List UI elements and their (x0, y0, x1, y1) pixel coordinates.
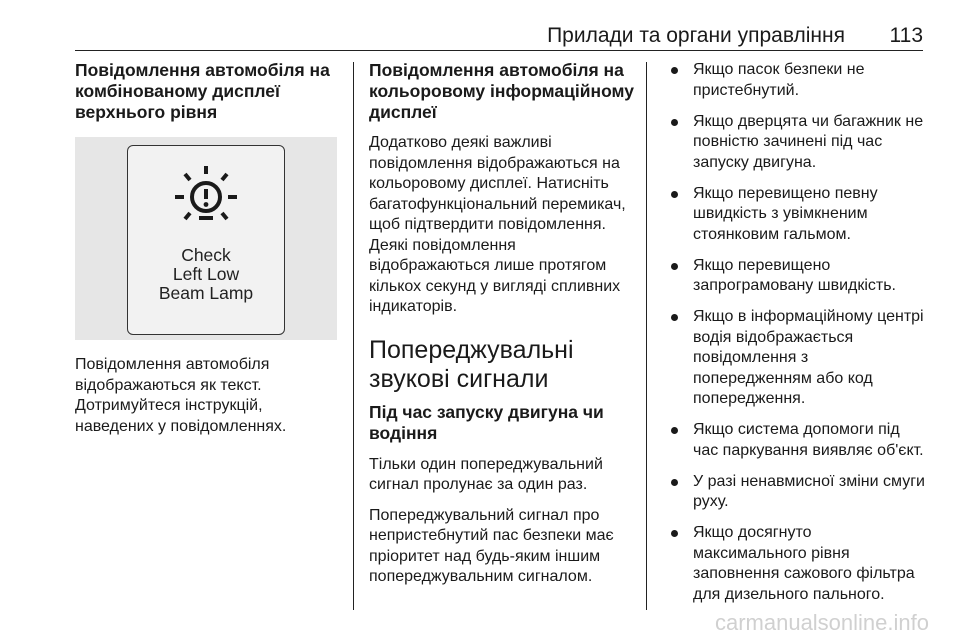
header-title: Прилади та органи управління (547, 24, 845, 47)
list-item: Якщо пасок безпеки не пристебнутий. (667, 60, 929, 101)
list-item: Якщо в інформаційному центрі водія відображається повідомлення з попередженням або код попередження. (667, 307, 929, 410)
bullet-icon (671, 530, 678, 537)
message-line: Beam Lamp (158, 283, 254, 303)
list-item: Якщо дверцята чи багажник не повністю зачинені під час запуску двигуна. (667, 112, 929, 174)
paragraph: Попереджувальний сигнал про непристебнутий пас безпеки має пріоритет над будь-яким іншим попереджувальним сигналом. (369, 506, 614, 585)
paragraph: Додатково деякі важливі повідомлення відображаються на кольоровому дисплеї. Натисніть багатофункціональний перемикач, щоб підтвердити повідомлення. Деякі повідомлення відображаються лише протягом кількох секунд у вигляді спливних індикаторів. (369, 134, 626, 315)
section-heading: Повідомлення автомобіля на кольоровому інформаційному дисплеї (369, 60, 634, 122)
bullet-icon (671, 479, 678, 486)
message-line: Left Low (172, 264, 240, 284)
bullet-list (667, 60, 929, 605)
bullet-icon (671, 314, 678, 321)
bullet-icon (671, 427, 678, 434)
column-right (667, 60, 929, 616)
subheading: Під час запуску двигуна чи водіння (369, 401, 604, 443)
page-header (75, 0, 923, 51)
bullet-icon (671, 263, 678, 270)
message-line: Check (181, 245, 231, 265)
list-item: Якщо система допомоги під час паркування виявляє об'єкт. (667, 420, 929, 461)
list-item: Якщо досягнуто максимального рівня заповнення сажового фільтра для дизельного пального. (667, 523, 929, 605)
column-divider (353, 62, 354, 610)
column-divider (646, 62, 647, 610)
display-figure (75, 137, 337, 340)
display-screen (127, 145, 285, 335)
list-item: Якщо перевищено запрограмовану швидкість. (667, 256, 929, 297)
list-item: Якщо перевищено певну швидкість з увімкненим стоянковим гальмом. (667, 184, 929, 246)
bullet-icon (671, 119, 678, 126)
column-middle (369, 60, 641, 588)
section-title: Попереджувальні звукові сигнали (369, 335, 574, 393)
page-number: 113 (889, 24, 923, 47)
section-heading: Повідомлення автомобіля на комбінованому дисплеї верхнього рівня (75, 60, 330, 122)
bullet-icon (671, 67, 678, 74)
bullet-icon (671, 191, 678, 198)
paragraph: Тільки один попереджувальний сигнал пролунає за один раз. (369, 455, 603, 493)
column-left (75, 60, 343, 437)
watermark: carmanualsonline.info (714, 610, 929, 635)
figure-caption: Повідомлення автомобіля відображаються як текст. Дотримуйтеся інструкцій, наведених у повідомленнях. (75, 356, 287, 435)
list-item: У разі ненавмисної зміни смуги руху. (667, 472, 929, 513)
warning-lamp-icon (173, 164, 239, 234)
display-message (128, 246, 284, 303)
